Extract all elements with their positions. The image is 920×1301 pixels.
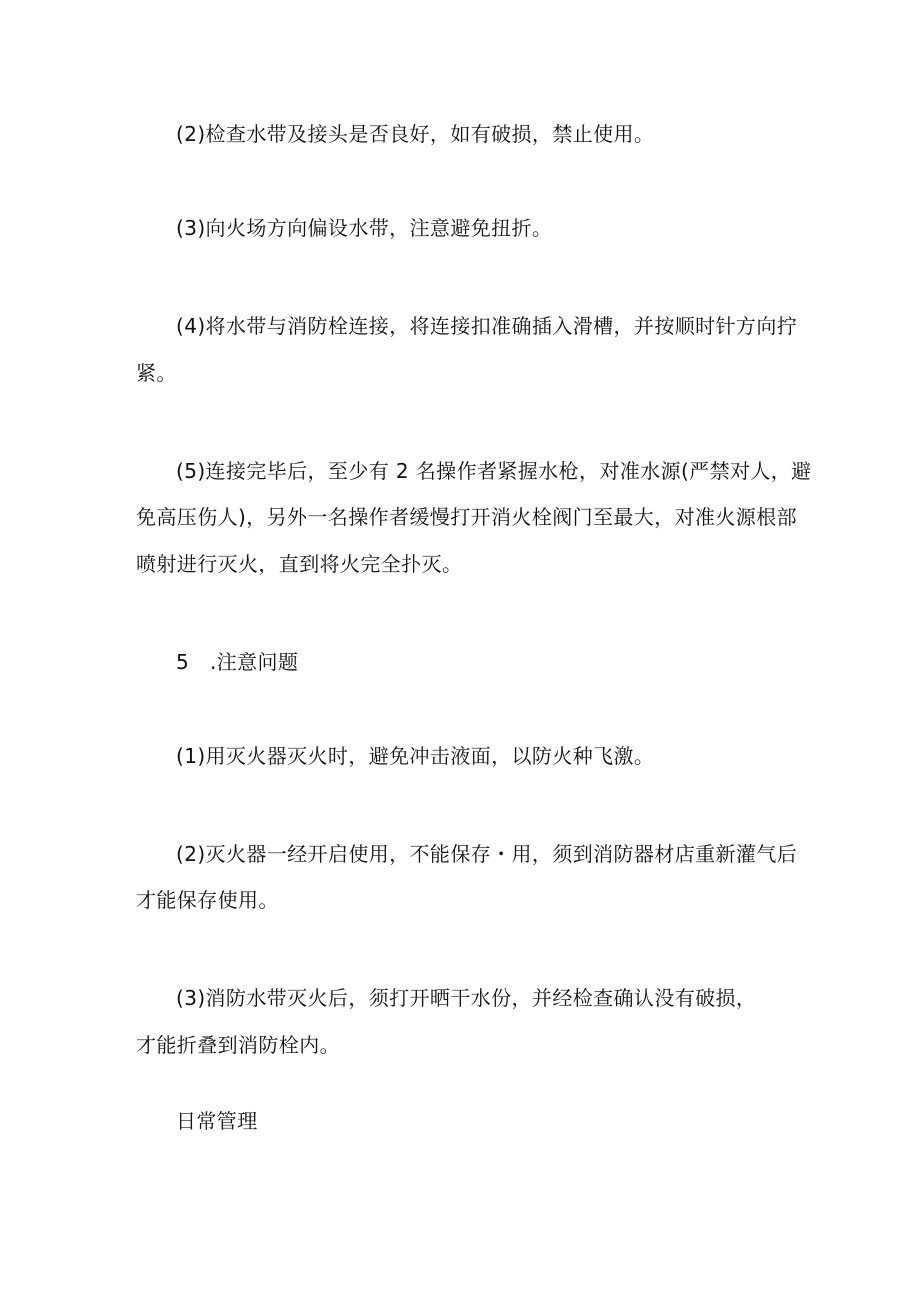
- note-3-dry-hose-line-1: (3)消防水带灭火后，须打开晒干水份，并经检查确认没有破损，: [176, 986, 757, 1010]
- section-5-title: .注意问题: [210, 650, 299, 674]
- step-3-lay-hose: (3)向火场方向偏设水带，注意避免扭折。: [176, 216, 553, 240]
- step-4-connect-line-2: 紧。: [136, 361, 177, 385]
- daily-management-heading: 日常管理: [176, 1109, 258, 1133]
- step-4-connect-line-1: (4)将水带与消防栓连接，将连接扣准确插入滑槽，并按顺时针方向拧: [176, 314, 798, 338]
- section-5-number: 5: [176, 650, 190, 674]
- note-2-refill-line-2: 才能保存使用。: [136, 888, 279, 912]
- step-5-spray-line-3: 喷射进行灭火，直到将火完全扑灭。: [136, 552, 463, 576]
- step-5-spray-line-2: 免高压伤人)，另外一名操作者缓慢打开消火栓阀门至最大，对准火源根部: [136, 505, 798, 529]
- note-1-extinguisher: (1)用灭火器灭火时，避免冲击液面，以防火种飞激。: [176, 744, 655, 768]
- note-3-dry-hose-line-2: 才能折叠到消防栓内。: [136, 1033, 340, 1057]
- step-2-check-hose: (2)检查水带及接头是否良好，如有破损，禁止使用。: [176, 122, 655, 146]
- note-2-refill-line-1: (2)灭火器一经开启使用，不能保存・用，须到消防器材店重新灌气后: [176, 842, 798, 866]
- section-5-heading: [0, 647, 920, 677]
- step-5-spray-line-1: (5)连接完毕后，至少有 2 名操作者紧握水枪，对准水源(严禁对人，避: [176, 459, 812, 483]
